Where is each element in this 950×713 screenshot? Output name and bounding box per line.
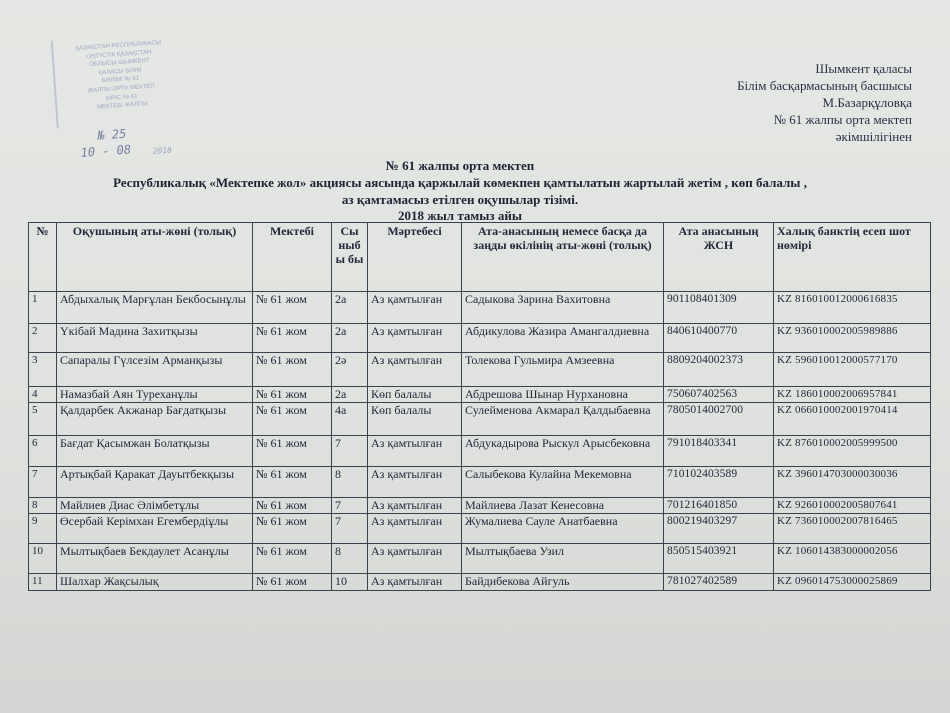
cell-parent-iin: 701216401850 <box>664 498 774 514</box>
cell-student-name: Бағдат Қасымжан Болатқызы <box>57 436 253 467</box>
cell-school: № 61 жом <box>253 544 332 574</box>
cell-status: Аз қамтылған <box>368 436 462 467</box>
cell-parent-iin: 901108401309 <box>664 292 774 324</box>
cell-status: Аз қамтылған <box>368 324 462 353</box>
cell-school: № 61 жом <box>253 403 332 436</box>
table-row <box>29 574 931 591</box>
header-grade: Сы ныб ы бы <box>332 223 368 292</box>
stamp-text: ҚАЗАҚСТАН РЕСПУБЛИКАСЫ ОҢТҮСТІК ҚАЗАҚСТАН ОБЛЫСЫ ШЫМКЕНТ ҚАЛАСЫ БІЛІМ БӨЛІМІ № 61 ЖАЛПЫ ОРТА МЕКТЕП КІРІС № 61 МЕКТЕБІ ЖАЛПЫ <box>51 32 187 129</box>
cell-parent-iin: 710102403589 <box>664 467 774 498</box>
table-row <box>29 436 931 467</box>
cell-row-number: 7 <box>29 467 57 498</box>
cell-school: № 61 жом <box>253 436 332 467</box>
stamp-date: 10 - 08 <box>80 142 132 160</box>
cell-row-number: 1 <box>29 292 57 324</box>
cell-status: Аз қамтылған <box>368 292 462 324</box>
table-row <box>29 403 931 436</box>
cell-student-name: Шалхар Жақсылық <box>57 574 253 591</box>
cell-school: № 61 жом <box>253 324 332 353</box>
table-row <box>29 544 931 574</box>
addressee-line: М.Базарқұловқа <box>822 95 912 110</box>
header-status: Мәртебесі <box>368 223 462 292</box>
addressee-block <box>672 60 912 145</box>
cell-student-name: Үкібай Мадина Захитқызы <box>57 324 253 353</box>
cell-bank-account: KZ 396014703000030036 <box>774 467 931 498</box>
addressee-line: № 61 жалпы орта мектеп <box>773 112 912 127</box>
cell-status: Аз қамтылған <box>368 498 462 514</box>
cell-bank-account: KZ 816010012000616835 <box>774 292 931 324</box>
header-school: Мектебі <box>253 223 332 292</box>
cell-grade: 10 <box>332 574 368 591</box>
cell-grade: 8 <box>332 467 368 498</box>
cell-school: № 61 жом <box>253 574 332 591</box>
cell-bank-account: KZ 186010002006957841 <box>774 387 931 403</box>
cell-status: Аз қамтылған <box>368 544 462 574</box>
cell-school: № 61 жом <box>253 387 332 403</box>
cell-parent-name: Мылтықбаева Узил <box>462 544 664 574</box>
cell-row-number: 5 <box>29 403 57 436</box>
cell-parent-name: Сулейменова Акмарал Қалдыбаевна <box>462 403 664 436</box>
cell-grade: 2а <box>332 387 368 403</box>
table-row <box>29 387 931 403</box>
cell-row-number: 10 <box>29 544 57 574</box>
cell-student-name: Артықбай Қаракат Дауытбекқызы <box>57 467 253 498</box>
header-no: № <box>29 223 57 292</box>
stamp-year: 2018 <box>152 145 173 156</box>
stamp-number: № 25 <box>96 126 127 143</box>
addressee-line: Шымкент қаласы <box>815 61 912 76</box>
cell-row-number: 3 <box>29 353 57 387</box>
cell-bank-account: KZ 736010002007816465 <box>774 514 931 544</box>
cell-grade: 2а <box>332 324 368 353</box>
cell-bank-account: KZ 596010012000577170 <box>774 353 931 387</box>
cell-school: № 61 жом <box>253 498 332 514</box>
cell-grade: 2ә <box>332 353 368 387</box>
cell-parent-iin: 750607402563 <box>664 387 774 403</box>
cell-grade: 7 <box>332 498 368 514</box>
cell-grade: 7 <box>332 436 368 467</box>
cell-status: Аз қамтылған <box>368 514 462 544</box>
cell-row-number: 9 <box>29 514 57 544</box>
cell-parent-iin: 7805014002700 <box>664 403 774 436</box>
document-subtitle-continued: аз қамтамасыз етілген оқушылар тізімі. <box>341 192 579 207</box>
cell-parent-name: Майлиева Лазат Кенесовна <box>462 498 664 514</box>
cell-parent-name: Абдикулова Жазира Амангалдиевна <box>462 324 664 353</box>
cell-row-number: 8 <box>29 498 57 514</box>
cell-bank-account: KZ 096014753000025869 <box>774 574 931 591</box>
cell-bank-account: KZ 066010002001970414 <box>774 403 931 436</box>
cell-parent-iin: 850515403921 <box>664 544 774 574</box>
cell-row-number: 2 <box>29 324 57 353</box>
cell-status: Аз қамтылған <box>368 353 462 387</box>
students-table <box>28 222 931 591</box>
cell-row-number: 6 <box>29 436 57 467</box>
cell-parent-iin: 800219403297 <box>664 514 774 544</box>
cell-school: № 61 жом <box>253 467 332 498</box>
cell-bank-account: KZ 876010002005999500 <box>774 436 931 467</box>
cell-parent-name: Толекова Гульмира Амзеевна <box>462 353 664 387</box>
school-stamp <box>51 32 190 169</box>
table-body <box>29 292 931 591</box>
cell-parent-name: Абдрешова Шынар Нурхановна <box>462 387 664 403</box>
cell-parent-name: Жумалиева Сауле Анатбаевна <box>462 514 664 544</box>
cell-bank-account: KZ 936010002005989886 <box>774 324 931 353</box>
document-period: 2018 жыл тамыз айы <box>397 208 523 223</box>
cell-bank-account: KZ 106014383000002056 <box>774 544 931 574</box>
cell-student-name: Өсербай Керімхан Егембердіұлы <box>57 514 253 544</box>
document-subtitle: Республикалық «Мектепке жол» акциясы аясында қаржылай көмекпен қамтылатын жартылай жетім , көп балалы , <box>113 175 807 190</box>
header-parent: Ата-анасының немесе басқа да заңды өкілінің аты-жөні (толық) <box>462 223 664 292</box>
table-row <box>29 353 931 387</box>
cell-row-number: 11 <box>29 574 57 591</box>
cell-student-name: Мылтықбаев Бекдаулет Асанұлы <box>57 544 253 574</box>
cell-student-name: Қалдарбек Акжанар Бағдатқызы <box>57 403 253 436</box>
addressee-line: әкімшілігінен <box>835 129 912 144</box>
cell-school: № 61 жом <box>253 292 332 324</box>
cell-parent-iin: 840610400770 <box>664 324 774 353</box>
cell-status: Көп балалы <box>368 403 462 436</box>
cell-parent-iin: 791018403341 <box>664 436 774 467</box>
table-header-row <box>29 223 931 292</box>
cell-parent-name: Абдукадырова Рыскул Арысбековна <box>462 436 664 467</box>
cell-parent-name: Салыбекова Кулайна Мекемовна <box>462 467 664 498</box>
header-account: Халық банктің есеп шот нөмірі <box>774 223 931 292</box>
cell-parent-iin: 781027402589 <box>664 574 774 591</box>
table-row <box>29 498 931 514</box>
document-title: № 61 жалпы орта мектеп <box>385 158 535 173</box>
cell-school: № 61 жом <box>253 353 332 387</box>
cell-student-name: Майлиев Диас Әлімбетұлы <box>57 498 253 514</box>
table-row <box>29 292 931 324</box>
cell-row-number: 4 <box>29 387 57 403</box>
table-row <box>29 467 931 498</box>
cell-student-name: Сапаралы Гүлсезім Арманқызы <box>57 353 253 387</box>
cell-grade: 8 <box>332 544 368 574</box>
cell-parent-name: Садыкова Зарина Вахитовна <box>462 292 664 324</box>
cell-student-name: Намазбай Аян Туреханұлы <box>57 387 253 403</box>
cell-parent-iin: 8809204002373 <box>664 353 774 387</box>
cell-student-name: Абдыхалық Марғұлан Бекбосынұлы <box>57 292 253 324</box>
table-row <box>29 324 931 353</box>
cell-school: № 61 жом <box>253 514 332 544</box>
table-row <box>29 514 931 544</box>
cell-status: Аз қамтылған <box>368 467 462 498</box>
header-iin: Ата анасының ЖСН <box>664 223 774 292</box>
header-student: Оқушының аты-жөні (толық) <box>57 223 253 292</box>
cell-status: Көп балалы <box>368 387 462 403</box>
cell-bank-account: KZ 926010002005807641 <box>774 498 931 514</box>
cell-status: Аз қамтылған <box>368 574 462 591</box>
cell-grade: 7 <box>332 514 368 544</box>
addressee-line: Білім басқармасының басшысы <box>737 78 912 93</box>
cell-grade: 4а <box>332 403 368 436</box>
cell-grade: 2а <box>332 292 368 324</box>
cell-parent-name: Байдибекова Айгуль <box>462 574 664 591</box>
